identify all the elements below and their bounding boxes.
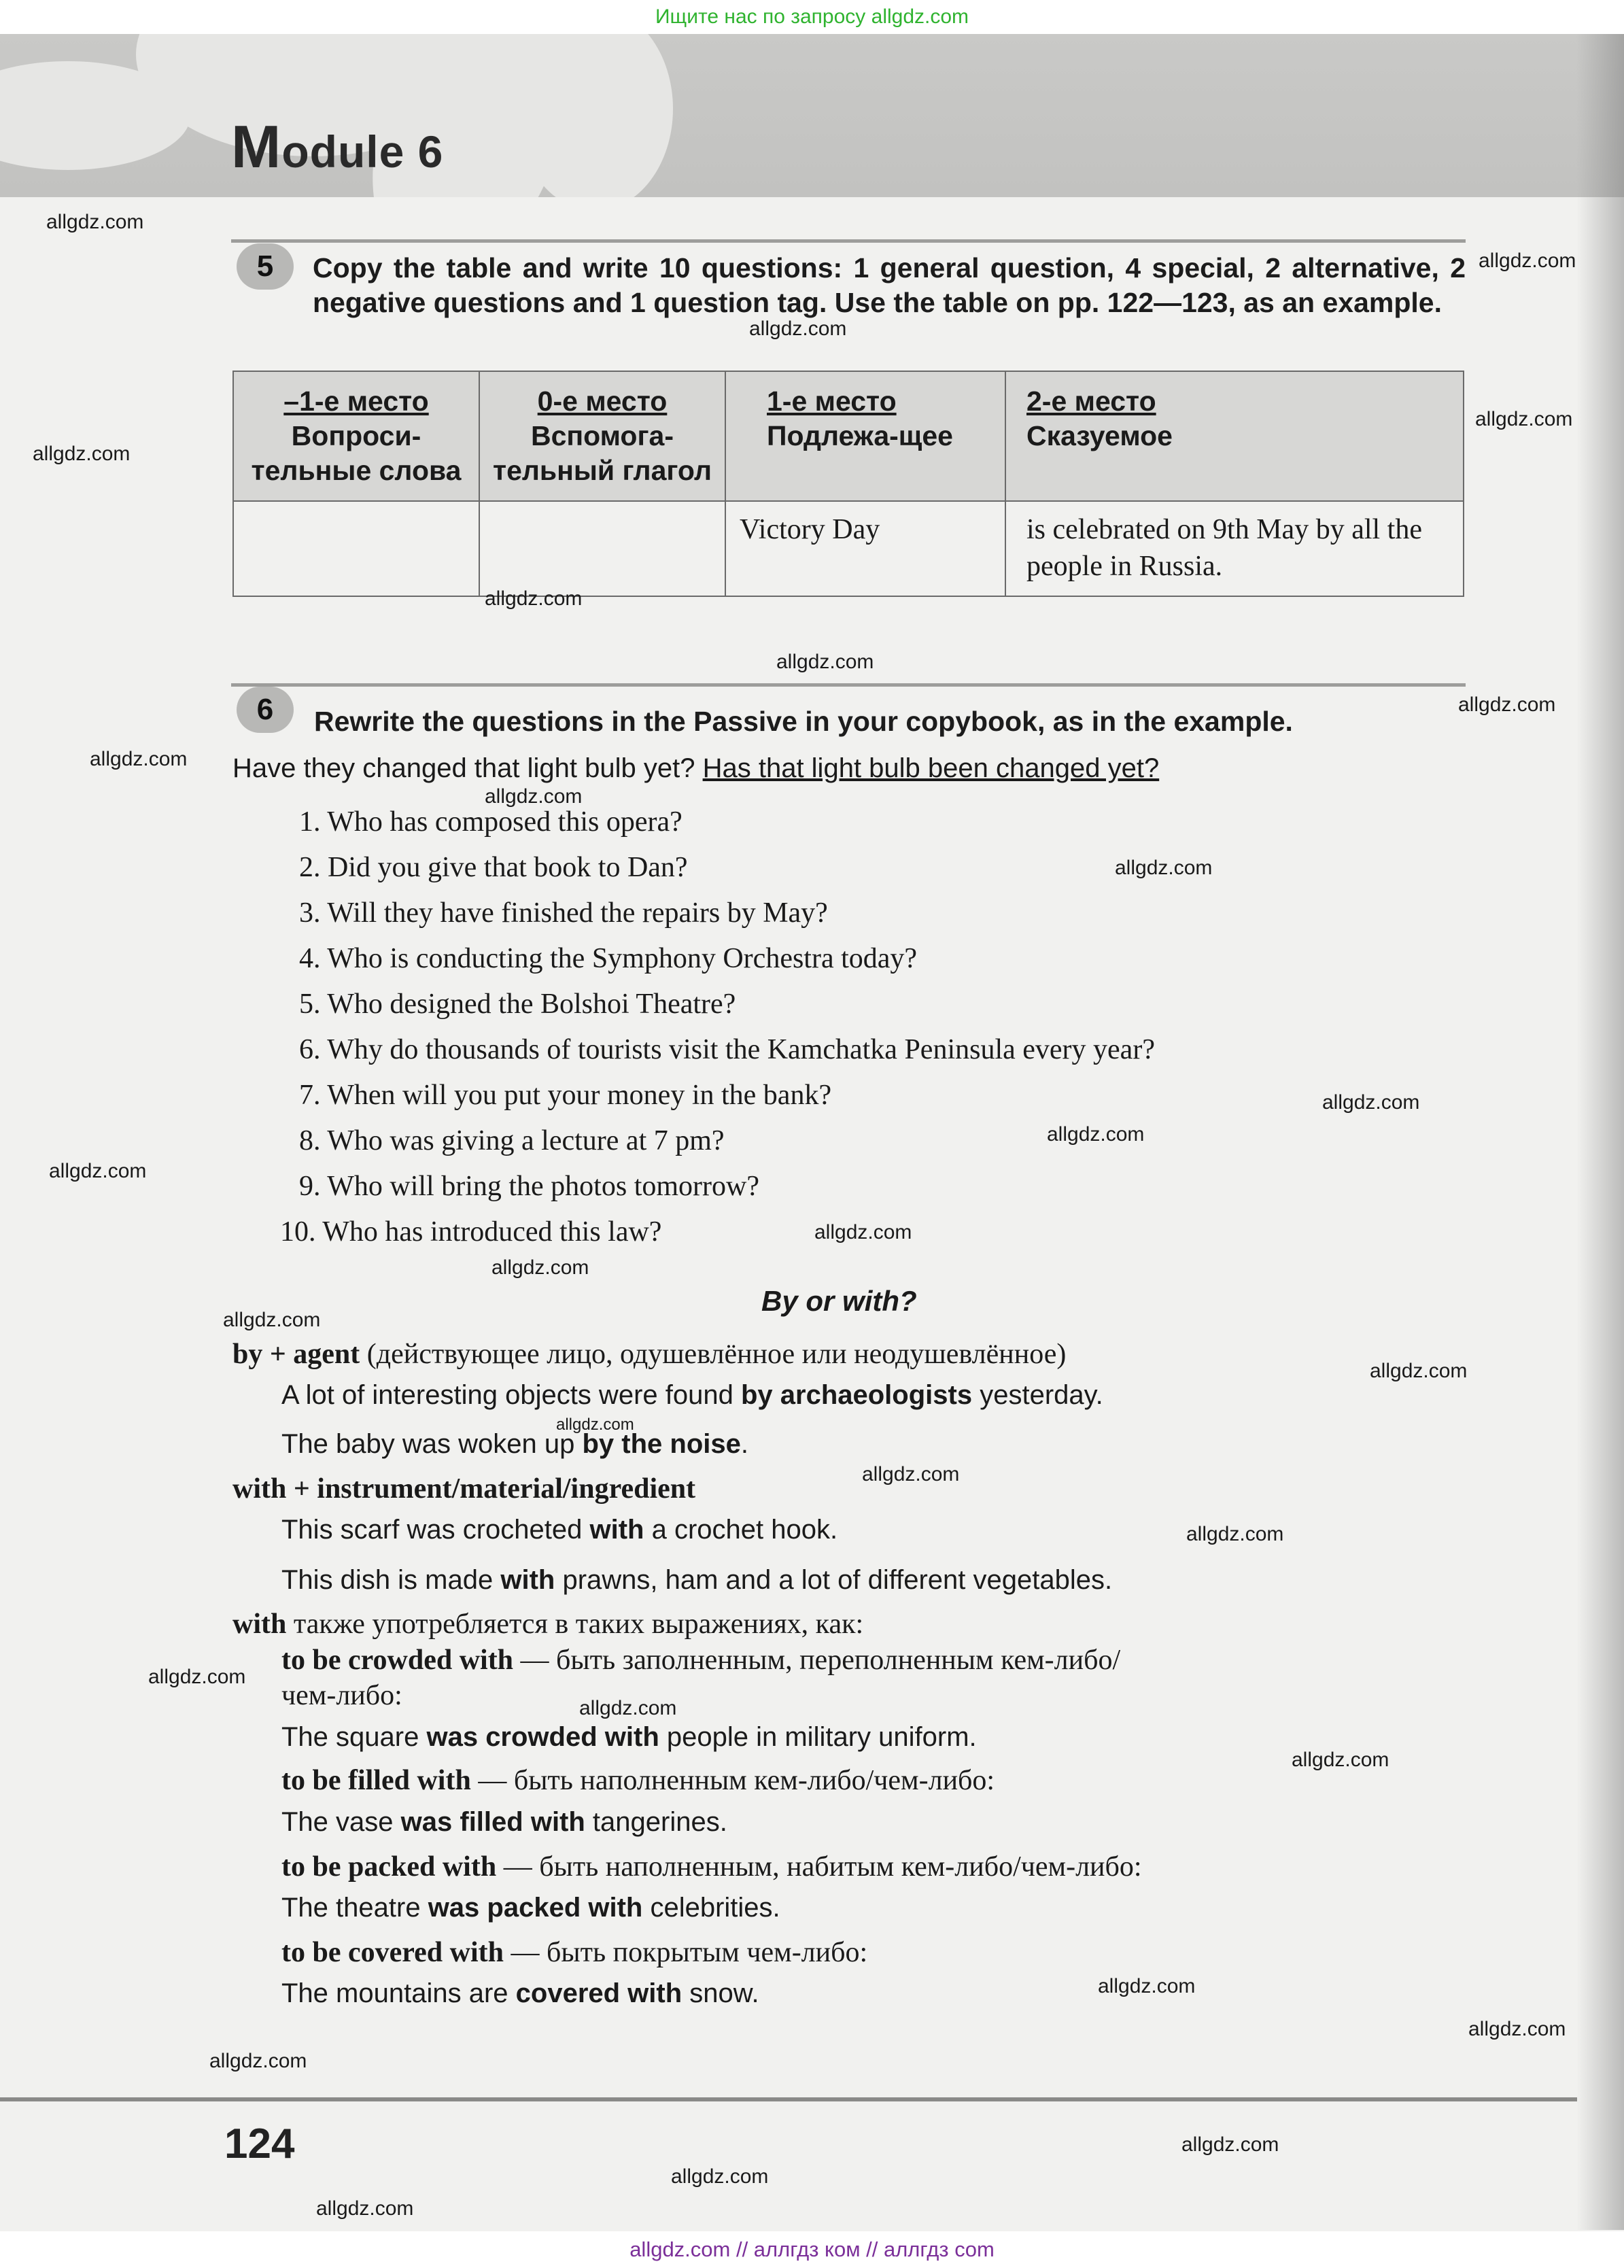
grammar-example: The theatre was packed with celebrities. xyxy=(281,1893,780,1923)
watermark-text[interactable]: allgdz.com xyxy=(671,2165,769,2188)
watermark-text[interactable]: allgdz.com xyxy=(485,587,583,610)
watermark-text[interactable]: allgdz.com xyxy=(90,748,188,770)
list-item: 4. Who is conducting the Symphony Orchestra today? xyxy=(299,943,918,974)
watermark-text[interactable]: allgdz.com xyxy=(46,211,144,233)
watermark-text[interactable]: allgdz.com xyxy=(776,651,874,673)
watermark-text[interactable]: allgdz.com xyxy=(1047,1123,1145,1146)
watermark-text[interactable]: allgdz.com xyxy=(148,1666,246,1688)
watermark-text[interactable]: allgdz.com xyxy=(1292,1749,1389,1771)
watermark-text[interactable]: allgdz.com xyxy=(814,1221,912,1243)
list-item: 8. Who was giving a lecture at 7 pm? xyxy=(299,1125,725,1156)
list-item: 3. Will they have finished the repairs by May? xyxy=(299,897,828,929)
list-item: 2. Did you give that book to Dan? xyxy=(299,852,688,883)
watermark-text[interactable]: allgdz.com xyxy=(33,443,131,465)
watermark-text[interactable]: allgdz.com xyxy=(316,2197,414,2220)
table-cell: Victory Day xyxy=(725,501,1005,596)
grammar-expression: to be packed with — быть наполненным, набитым кем-либо/чем-либо: xyxy=(281,1851,1142,1883)
watermark-text[interactable]: allgdz.com xyxy=(491,1256,589,1279)
page-edge-shadow xyxy=(1576,34,1624,2230)
watermark-text[interactable]: allgdz.com xyxy=(1098,1975,1196,1997)
grammar-example: The mountains are covered with snow. xyxy=(281,1978,759,2008)
watermark-text[interactable]: allgdz.com xyxy=(1186,1523,1284,1545)
top-banner[interactable]: Ищите нас по запросу allgdz.com xyxy=(0,0,1624,34)
grammar-expression: to be covered with — быть покрытым чем-либо: xyxy=(281,1937,868,1968)
exercise-6-instruction: Rewrite the questions in the Passive in your copybook, as in the example. xyxy=(314,706,1293,737)
watermark-text[interactable]: allgdz.com xyxy=(209,2050,307,2072)
table-cell xyxy=(233,501,479,596)
watermark-text[interactable]: allgdz.com xyxy=(49,1160,147,1182)
table-header-cell: 2-е место Сказуемое xyxy=(1005,371,1464,501)
table-cell xyxy=(479,501,725,596)
grammar-table xyxy=(232,371,1464,597)
watermark-text[interactable]: allgdz.com xyxy=(1181,2133,1279,2156)
grammar-example: A lot of interesting objects were found by archaeologists yesterday. xyxy=(281,1380,1103,1410)
watermark-text[interactable]: allgdz.com xyxy=(1322,1091,1420,1114)
grammar-expression: to be filled with — быть наполненным кем-либо/чем-либо: xyxy=(281,1765,995,1796)
list-item: 10. Who has introduced this law? xyxy=(280,1216,662,1248)
watermark-text[interactable]: allgdz.com xyxy=(579,1697,677,1719)
list-item: 7. When will you put your money in the bank? xyxy=(299,1080,832,1111)
table-header-cell: 1-е место Подлежа-щее xyxy=(725,371,1005,501)
grammar-example: The square was crowded with people in military uniform. xyxy=(281,1722,977,1752)
grammar-example: This dish is made with prawns, ham and a lot of different vegetables. xyxy=(281,1565,1113,1595)
exercise-5-instruction: Copy the table and write 10 questions: 1 general question, 4 special, 2 alternative, 2 negative questions and 1 question tag. Use the table on pp. 122—123, as an example. xyxy=(313,252,1466,318)
watermark-text[interactable]: allgdz.com xyxy=(485,785,583,808)
list-item: 6. Why do thousands of tourists visit the Kamchatka Peninsula every year? xyxy=(299,1034,1155,1065)
list-item: 1. Who has composed this opera? xyxy=(299,806,683,838)
footer-links[interactable]: allgdz.com // аллгдз ком // аллгдз com xyxy=(0,2231,1624,2268)
grammar-example: The vase was filled with tangerines. xyxy=(281,1807,727,1837)
table-header-cell: 0-е место Вспомога-тельный глагол xyxy=(479,371,725,501)
watermark-text[interactable]: allgdz.com xyxy=(1468,2018,1566,2040)
example-sentence: Have they changed that light bulb yet? Has that light bulb been changed yet? xyxy=(232,753,1160,783)
grammar-rule-by: by + agent (действующее лицо, одушевлённое или неодушевлённое) xyxy=(232,1339,1067,1370)
grammar-note: with также употребляется в таких выражениях, как: xyxy=(232,1609,864,1640)
page-title: Module 6 xyxy=(231,113,444,180)
grammar-expression: to be crowded with — быть заполненным, переполненным кем-либо/ xyxy=(281,1645,1121,1676)
exercise-number-6: 6 xyxy=(237,687,294,733)
page-number: 124 xyxy=(224,2120,295,2167)
watermark-text[interactable]: allgdz.com xyxy=(1475,408,1573,430)
watermark-text[interactable]: allgdz.com xyxy=(1115,857,1213,879)
watermark-text[interactable]: allgdz.com xyxy=(1479,250,1576,272)
exercise-divider xyxy=(231,239,1466,243)
exercise-number-5: 5 xyxy=(237,243,294,290)
watermark-text[interactable]: allgdz.com xyxy=(556,1415,634,1434)
exercise-divider xyxy=(231,683,1466,687)
grammar-rule-with: with + instrument/material/ingredient xyxy=(232,1473,696,1505)
list-item: 5. Who designed the Bolshoi Theatre? xyxy=(299,989,736,1020)
watermark-text[interactable]: allgdz.com xyxy=(1370,1360,1468,1382)
watermark-text[interactable]: allgdz.com xyxy=(223,1309,321,1331)
grammar-expression: чем-либо: xyxy=(281,1680,402,1711)
watermark-text[interactable]: allgdz.com xyxy=(749,317,847,340)
table-cell: is celebrated on 9th May by all the people in Russia. xyxy=(1005,501,1464,596)
watermark-text[interactable]: allgdz.com xyxy=(1458,693,1556,716)
flower-decoration xyxy=(517,34,673,197)
grammar-example: This scarf was crocheted with a crochet hook. xyxy=(281,1515,838,1545)
footer-rule xyxy=(0,2097,1577,2101)
list-item: 9. Who will bring the photos tomorrow? xyxy=(299,1171,759,1202)
table-header-cell: –1-е место Вопроси-тельные слова xyxy=(233,371,479,501)
watermark-text[interactable]: allgdz.com xyxy=(862,1463,960,1485)
grammar-title: By or with? xyxy=(761,1285,917,1317)
grammar-example: The baby was woken up by the noise. xyxy=(281,1429,748,1459)
